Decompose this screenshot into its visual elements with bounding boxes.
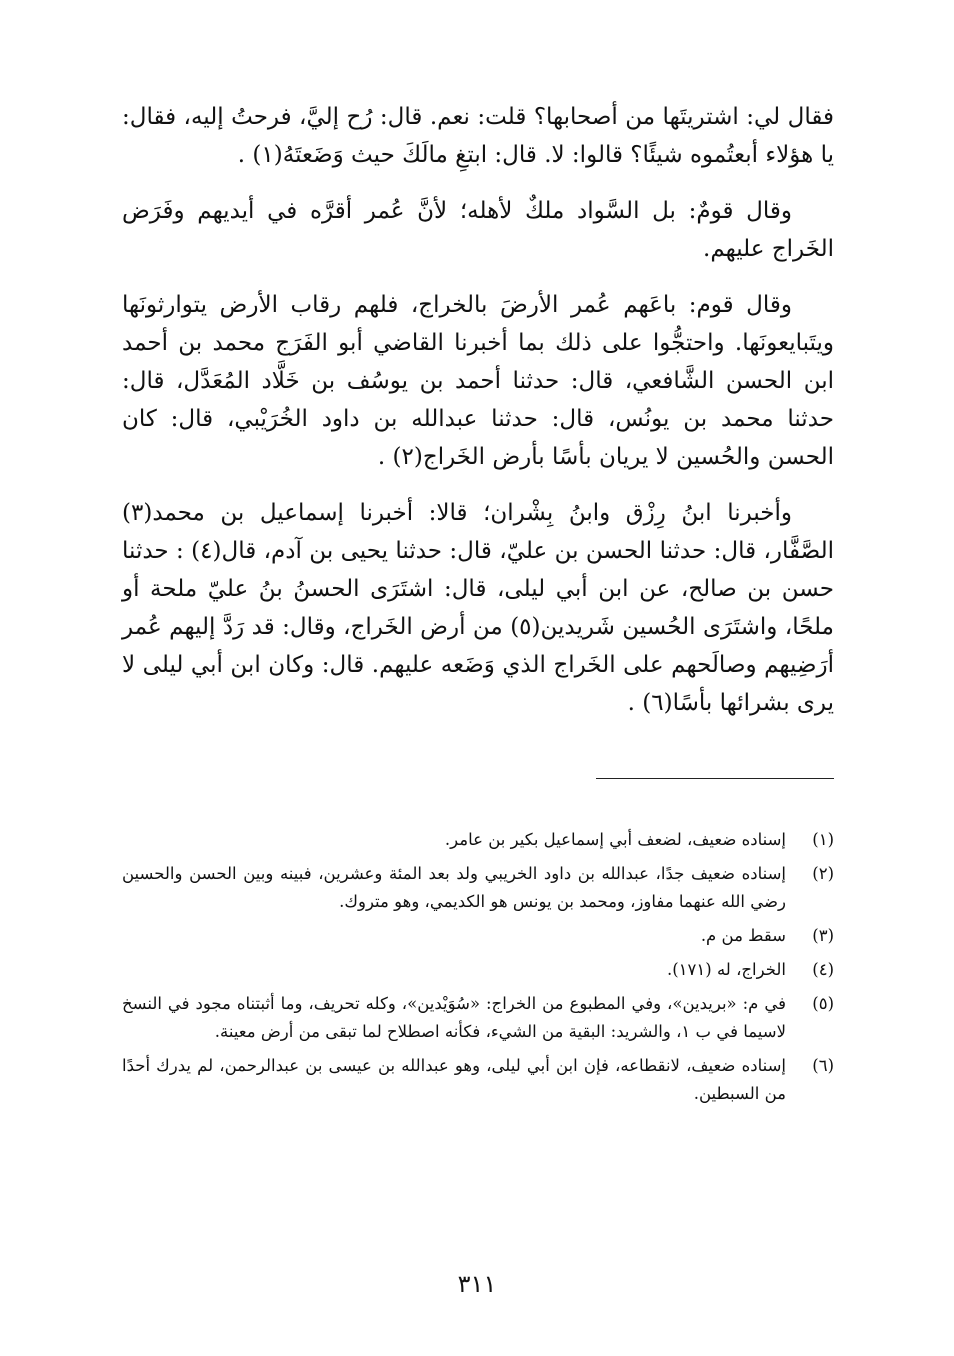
footnote-number: (٥) — [812, 994, 834, 1013]
footnote-5 — [122, 990, 834, 1046]
footnote-text: إسناده ضعيف جدًا، عبدالله بن داود الخريبي ولد بعد المئة وعشرين، فبينه وبين الحسن والحسين رضي الله عنهما مفاوز، ومحمد بن يونس هو الكديمي، وهو متروك. — [122, 864, 786, 911]
footnote-number: (٤) — [812, 960, 834, 979]
paragraph-2: وقال قومٌ: بل السَّواد ملكٌ لأهله؛ لأنَّ عُمر أقرَّه في أيديهم وفَرَض الخَراج عليهم. — [122, 198, 834, 262]
footnote-3 — [122, 922, 834, 950]
main-text — [122, 98, 834, 740]
footnote-4 — [122, 956, 834, 984]
footnote-2 — [122, 860, 834, 916]
footnote-text: في م: «بريدين»، وفي المطبوع من الخراج: «سُوَيْدين»، وكله تحريف، وما أثبتناه مجود في النسخ لاسيما في ب ١، والشريد: البقية من الشيء، فكأنه اصطلاح لما تبقى من أرض معينة. — [122, 994, 786, 1041]
footnote-text: سقط من م. — [700, 926, 786, 945]
paragraph-4: وأخبرنا ابنُ رِزْق وابنُ بِشْران؛ قالا: أخبرنا إسماعيل بن محمد(٣) الصَّفَّار، قال: حدثنا الحسن بن عليّ، قال: حدثنا يحيى بن آدم، قال(٤) : حدثنا حسن بن صالح، عن ابن أبي ليلى، قال: اشتَرَى الحسنُ بنُ عليّ ملحة أو ملحًا، واشتَرَى الحُسين شَريدين(٥) من أرض الخَراج، وقال: قد رَدَّ إليهم عُمر أرَضِيهم وصالَحهم على الخَراج الذي وَضَعه عليهم. قال: وكان ابن أبي ليلى لا يرى بشرائها بأسًا(٦) . — [122, 500, 835, 716]
footnote-6 — [122, 1052, 834, 1108]
footnote-1 — [122, 826, 834, 854]
footnote-text: إسناده ضعيف، لانقطاعه، فإن ابن أبي ليلى، وهو عبدالله بن عيسى بن عبدالرحمن، لم يدرك أحدًا من السبطين. — [122, 1056, 786, 1103]
footnote-number: (٢) — [812, 864, 834, 883]
paragraph-3: وقال قوم: باعَهم عُمر الأرضَ بالخراج، فلهم رقاب الأرض يتوارثونَها ويتَبايعونَها. واحتجُّوا على ذلك بما أخبرنا القاضي أبو الفَرَج محمد بن أحمد ابن الحسن الشَّافعي، قال: حدثنا أحمد بن يوسُف بن خَلَّاد المُعَدَّل، قال: حدثنا محمد بن يونُس، قال: حدثنا عبدالله بن داود الخُرَيْبي، قال: كان الحسن والحُسين لا يريان بأسًا بأرض الخَراج(٢) . — [122, 292, 834, 470]
footnote-separator — [596, 778, 834, 779]
footnote-number: (١) — [812, 830, 834, 849]
footnote-number: (٦) — [812, 1056, 834, 1075]
paragraph-1: فقال لي: اشتريتَها من أصحابها؟ قلت: نعم. قال: رُح إليَّ، فرحتُ إليه، فقال: يا هؤلاء أبعتُموه شيئًا؟ قالوا: لا. قال: ابتغِ مالَكَ حيث وَضَعتَهُ(١) . — [122, 104, 834, 168]
footnote-number: (٣) — [812, 926, 834, 945]
footnotes — [122, 826, 834, 1114]
footnote-text: الخراج، له (١٧١). — [666, 960, 786, 979]
page-number: ٣١١ — [457, 1270, 497, 1298]
footnote-text: إسناده ضعيف، لضعف أبي إسماعيل بكير بن عامر. — [444, 830, 786, 849]
